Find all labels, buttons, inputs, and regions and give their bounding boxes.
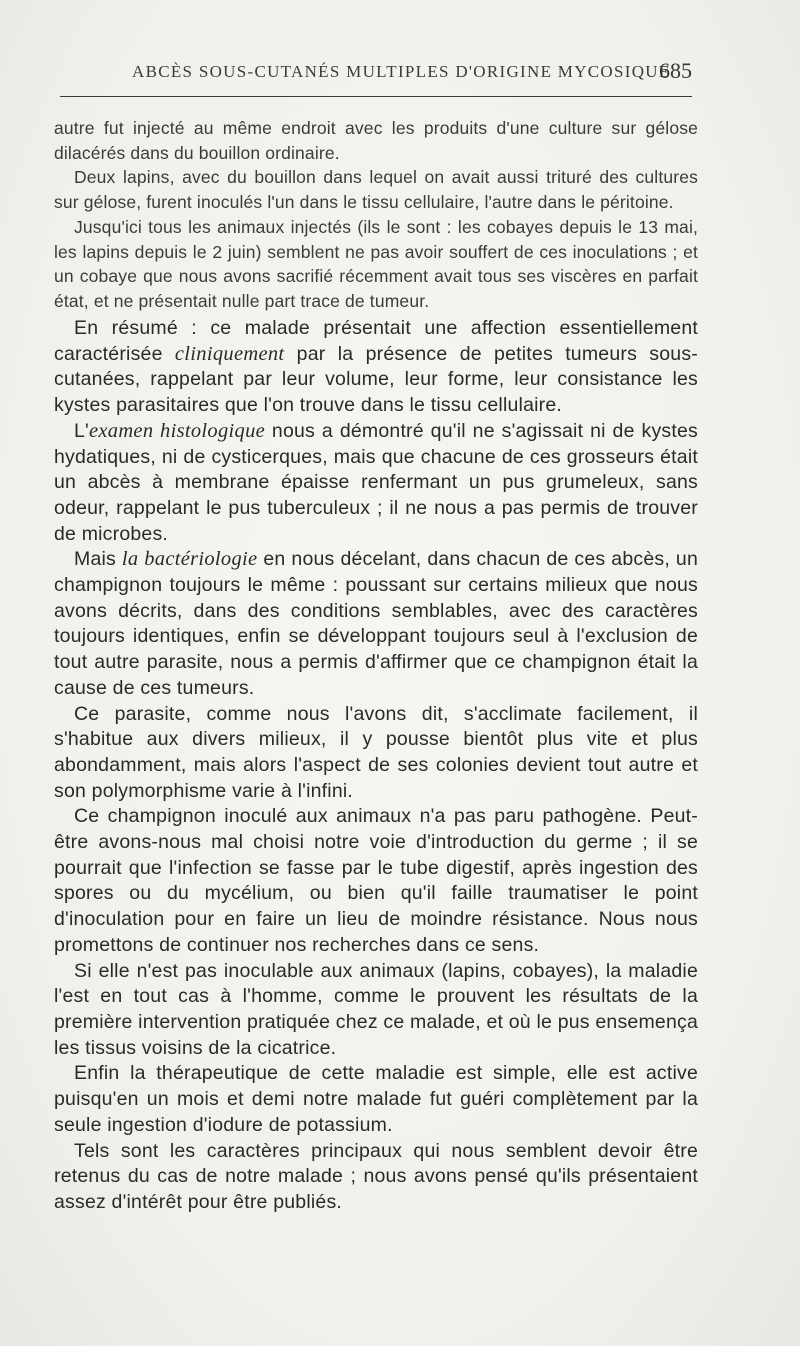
small-paragraph: Jusqu'ici tous les animaux injectés (ils le sont : les cobayes depuis le 13 mai, les lapins depuis le 2 juin) semblent ne pas avoir souffert de ces inoculations ; et un cobaye que nous avons sacrifié récemment avait tous ses viscères en parfait état, et ne présentait nulle part trace de tumeur. bbox=[54, 216, 698, 311]
running-title: ABCÈS SOUS-CUTANÉS MULTIPLES D'ORIGINE MYCOSIQUE bbox=[132, 62, 671, 81]
conclusion-paragraph: Tels sont les caractères principaux qui nous semblent devoir être retenus du cas de notre malade ; nous avons pensé qu'ils présentaient assez d'intérêt pour être publiés. bbox=[54, 1139, 698, 1213]
human-inoculation-paragraph: Si elle n'est pas inoculable aux animaux (lapins, cobayes), la maladie l'est en tout cas à l'homme, comme le prouvent les résultats de la première intervention pratiquée chez ce malade, et où le pus ensemença les tissus voisins de la cicatrice. bbox=[54, 959, 698, 1059]
emphasis-clinically: cliniquement bbox=[174, 342, 285, 365]
emphasis-bacteriology: la bactériologie bbox=[121, 548, 258, 571]
inoculation-paragraph: Ce champignon inoculé aux animaux n'a pas paru pathogène. Peut-être avons-nous mal choisi notre voie d'introduction du germe ; il se pourrait que l'infection se fasse par le tube digestif, après ingestion des spores ou du mycélium, ou bien qu'il faille traumatiser le point d'inoculation pour en faire un lieu de moindre résistance. Nous nous promettons de continuer nos recherches dans ce sens. bbox=[54, 805, 698, 956]
small-print-section bbox=[54, 116, 698, 314]
histology-paragraph: L'examen histologique nous a démontré qu'il ne s'agissait ni de kystes hydatiques, ni de cysticerques, mais que chacune de ces grosseurs était un abcès à membrane épaisse renfermant un pus grumeleux, sans odeur, rappelant le pus tuberculeux ; il ne nous a pas permis de trouver de microbes. bbox=[54, 419, 698, 545]
page-header bbox=[60, 58, 692, 88]
bacteriology-paragraph: Mais la bactériologie en nous décelant, dans chacun de ces abcès, un champignon toujours le même : poussant sur certains milieux que nous avons décrits, dans des conditions semblables, avec des caractères toujours identiques, enfin se développant toujours seul à l'exclusion de tout autre parasite, nous a permis d'affirmer que ce champignon était la cause de ces tumeurs. bbox=[54, 548, 698, 699]
emphasis-histology: examen histologique bbox=[88, 419, 266, 442]
small-paragraph: autre fut injecté au même endroit avec les produits d'une culture sur gélose dilacérés dans du bouillon ordinaire. bbox=[54, 118, 698, 163]
small-paragraph: Deux lapins, avec du bouillon dans lequel on avait aussi trituré des cultures sur gélose, furent inoculés l'un dans le tissu cellulaire, l'autre dans le péritoine. bbox=[54, 167, 698, 213]
main-text-section bbox=[54, 316, 698, 1216]
parasite-paragraph: Ce parasite, comme nous l'avons dit, s'acclimate facilement, il s'habitue aux divers milieux, il y pousse bientôt plus vite et plus abondamment, mais alors l'aspect de ses colonies devient tout autre et son polymorphisme varie à l'infini. bbox=[54, 702, 698, 802]
therapy-paragraph: Enfin la thérapeutique de cette maladie est simple, elle est active puisqu'en un mois et demi notre malade fut guéri complètement par la seule ingestion d'iodure de potassium. bbox=[54, 1062, 698, 1136]
page-number: 685 bbox=[659, 58, 692, 83]
header-rule bbox=[60, 96, 692, 97]
summary-paragraph: En résumé : ce malade présentait une affection essentiellement caractérisée cliniquement par la présence de petites tumeurs sous-cutanées, rappelant par leur volume, leur forme, leur consistance les kystes parasitaires que l'on trouve dans le tissu cellulaire. bbox=[54, 317, 698, 417]
